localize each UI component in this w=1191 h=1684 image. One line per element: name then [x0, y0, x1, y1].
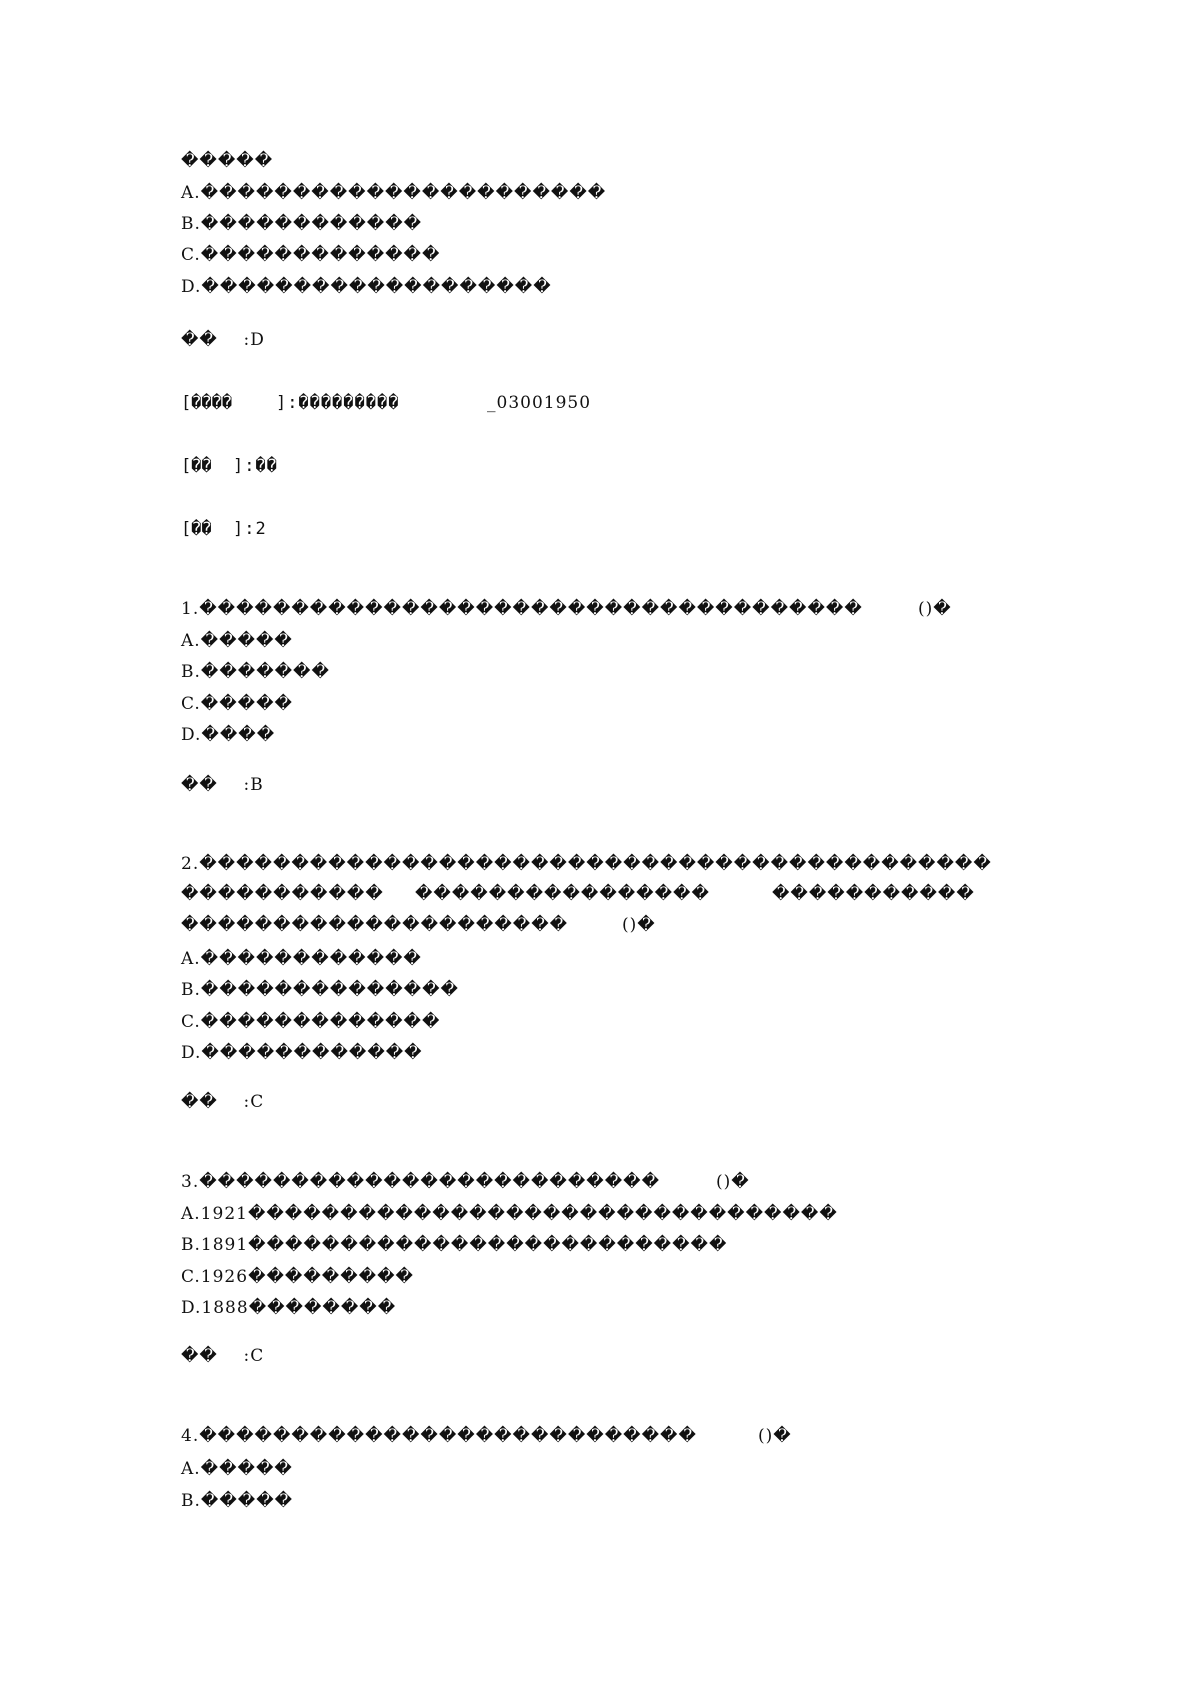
- answer-line: �� :D: [181, 330, 265, 350]
- question-1-stem: 1.������������������������������������: [181, 599, 863, 619]
- question-1-option-b: B.�������: [181, 662, 330, 682]
- question-1-paren: ()�: [918, 599, 952, 619]
- knowledge-code: _03001950: [487, 393, 592, 413]
- question-2-answer: �� :C: [181, 1092, 265, 1112]
- question-1-option-d: D.����: [181, 725, 276, 745]
- question-2-stem-seg-3: �����������: [772, 884, 975, 904]
- question-4-option-b: B.�����: [181, 1491, 294, 1511]
- question-3-stem: 3.�������������������������: [181, 1172, 661, 1192]
- question-4-paren: ()�: [758, 1426, 792, 1446]
- option-c: C.�������������: [181, 245, 441, 265]
- question-2-stem-line-3: ���������������������: [181, 915, 569, 935]
- question-3-option-d: D.1888��������: [181, 1298, 397, 1318]
- question-2-stem-seg-2: ����������������: [415, 884, 710, 904]
- question-2-option-b: B.��������������: [181, 980, 459, 1000]
- question-1-option-a: A.�����: [181, 631, 293, 651]
- question-2-option-c: C.�������������: [181, 1012, 441, 1032]
- question-2-option-a: A.������������: [181, 949, 422, 969]
- question-3-paren: ()�: [716, 1172, 750, 1192]
- question-3-option-b: B.1891��������������������������: [181, 1235, 728, 1255]
- question-3-answer: �� :C: [181, 1346, 265, 1366]
- question-3-option-a: A.1921��������������������������������: [181, 1204, 838, 1224]
- knowledge-value: ]:���������: [276, 393, 400, 413]
- type-label: [��: [181, 456, 212, 476]
- question-2-option-d: D.������������: [181, 1043, 423, 1063]
- question-1-option-c: C.�����: [181, 694, 293, 714]
- question-2-paren: ()�: [622, 915, 656, 935]
- question-1-answer: �� :B: [181, 775, 264, 795]
- score-label: [��: [181, 519, 212, 539]
- option-d: D.�������������������: [181, 277, 552, 297]
- question-2-stem-seg-1: �����������: [181, 884, 384, 904]
- question-3-option-c: C.1926���������: [181, 1267, 414, 1287]
- question-4-stem: 4.���������������������������: [181, 1426, 697, 1446]
- question-2-stem-line-1: 2.�������������������������������������������: [181, 854, 992, 874]
- option-a: A.����������������������: [181, 183, 607, 203]
- question-4-option-a: A.�����: [181, 1459, 293, 1479]
- question-stem-tail: �����: [181, 151, 274, 171]
- knowledge-label: [����: [181, 393, 233, 413]
- score-value: ]:2: [233, 519, 267, 539]
- option-b: B.������������: [181, 214, 423, 234]
- type-value: ]:��: [233, 456, 278, 476]
